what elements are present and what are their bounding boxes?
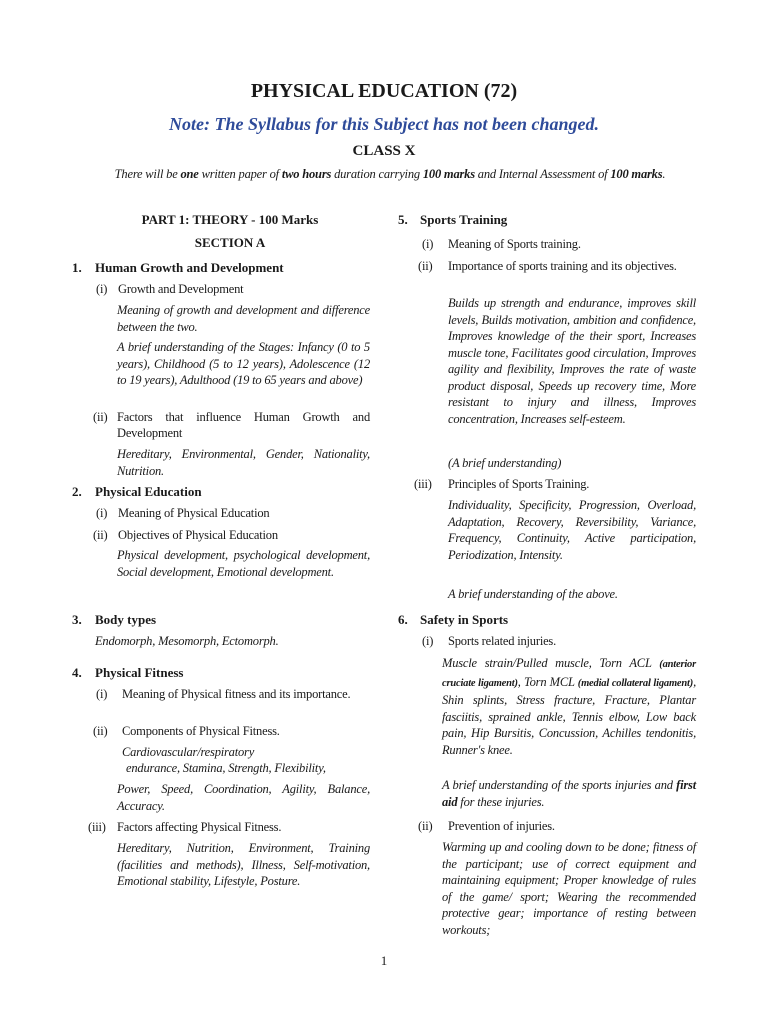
class-heading: CLASS X [352,143,416,159]
item-detail: Warming up and cooling down to be done; fitness of the participant; use of correct equipment and maintaining equipment; Proper knowledge of rules of the game/ sport; Wearing the recommended protective gear; importance of resting between workouts; [442,840,696,937]
item-number: (ii) [93,410,108,424]
item-detail: Cardiovascular/respiratory [122,745,255,759]
first-aid-emph: first aid [442,778,696,809]
intro-emph: two hours [281,167,332,181]
section-number: 2. [72,484,82,499]
item-label: Factors that influence Human Growth and Development [117,410,370,440]
item-number: (ii) [418,259,433,273]
item-detail: Muscle strain/Pulled muscle, Torn ACL [442,656,652,670]
intro-text: and Internal Assessment of [474,167,611,181]
item-detail: Physical development, psychological development, Social development, Emotional development. [117,548,370,579]
item-detail: A brief understanding of the sports injuries and [442,778,677,792]
item-number: (i) [96,687,108,701]
section-title: Sports Training [420,212,508,227]
page-number: 1 [380,953,388,968]
item-detail: , Torn MCL [517,674,578,689]
item-label: Meaning of Sports training. [448,237,581,251]
intro-emph: 100 marks [610,167,663,181]
item-label: Meaning of Physical fitness and its importance. [122,687,351,701]
item-label: Components of Physical Fitness. [122,724,280,738]
section-heading: SECTION A [194,235,266,250]
intro-text: duration carrying [331,167,423,181]
item-label: Importance of sports training and its objectives. [448,259,677,273]
section-number: 3. [72,612,82,627]
item-detail: Individuality, Specificity, Progression, Overload, Adaptation, Recovery, Reversibility, Variance, Frequency, Continuity, Active participation, Periodization, Intensity. [448,498,696,562]
item-detail: A brief understanding of the Stages: Infancy (0 to 5 years), Childhood (5 to 12 years), Adolescence (12 to 19 years), Adulthood (19 to 65 years and above) [117,340,370,387]
item-label: Principles of Sports Training. [448,477,590,491]
item-detail: Meaning of growth and development and difference between the two. [117,303,370,334]
item-number: (i) [96,282,108,296]
exam-intro [30,167,750,182]
intro-text: There will be [114,167,181,181]
section-title: Safety in Sports [420,612,509,627]
item-detail: Hereditary, Nutrition, Environment, Training (facilities and methods), Illness, Self-motivation, Emotional stability, Lifestyle, Posture. [117,841,370,888]
item-detail: A brief understanding of the above. [448,587,618,601]
item-detail: (A brief understanding) [448,456,562,470]
item-label: Growth and Development [118,282,244,296]
intro-emph: one [180,167,199,181]
section-title: Physical Fitness [95,665,184,680]
section-number: 1. [72,260,82,275]
injury-list [442,655,696,758]
item-label: Factors affecting Physical Fitness. [117,820,282,834]
item-label: Objectives of Physical Education [118,528,278,542]
syllabus-note: Note: The Syllabus for this Subject has not been changed. [168,114,600,134]
item-number: (ii) [93,724,108,738]
injury-first-aid [442,777,696,810]
item-number: (iii) [88,820,106,834]
ligament-note: (medial collateral ligament) [577,677,694,689]
section-number: 5. [398,212,408,227]
item-label: Sports related injuries. [448,634,557,648]
item-number: (ii) [93,528,108,542]
item-label: Meaning of Physical Education [118,506,270,520]
item-detail: Power, Speed, Coordination, Agility, Balance, Accuracy. [117,782,370,813]
section-number: 6. [398,612,408,627]
item-detail: for these injuries. [457,794,545,809]
page-title: PHYSICAL EDUCATION (72) [250,80,518,102]
item-detail: Endomorph, Mesomorph, Ectomorph. [95,634,279,648]
item-detail: Hereditary, Environmental, Gender, Nationality, Nutrition. [117,447,370,478]
ligament-note: (anterior cruciate ligament) [442,659,696,689]
intro-emph: 100 marks [422,167,475,181]
item-detail: endurance, Stamina, Strength, Flexibility, [126,761,326,775]
item-detail: , Shin splints, Stress fracture, Fracture, Plantar fasciitis, sprained ankle, Tennis elbow, Low back pain, Hip Bursitis, Concussion, Achilles tendonitis, Runner's knee. [442,674,696,757]
item-number: (iii) [414,477,432,491]
intro-text: written paper of [198,167,282,181]
section-title: Physical Education [95,484,202,499]
item-number: (i) [422,237,434,251]
section-title: Body types [95,612,157,627]
item-detail: Builds up strength and endurance, improves skill levels, Builds motivation, ambition and confidence, Improves knowledge of the their sport, Increases muscle tone, Facilitates good circulation, Improves agility and flexibility, Improves the rate of waste product disposal, Speeds up recovery time, More resistant to injury and illness, Improves concentration, Increases self-esteem. [448,296,696,426]
part-heading: PART 1: THEORY - 100 Marks [141,212,319,227]
item-label: Prevention of injuries. [448,819,555,833]
section-number: 4. [72,665,82,680]
item-number: (ii) [418,819,433,833]
item-number: (i) [422,634,434,648]
item-number: (i) [96,506,108,520]
section-title: Human Growth and Development [95,260,284,275]
intro-text: . [662,167,666,181]
